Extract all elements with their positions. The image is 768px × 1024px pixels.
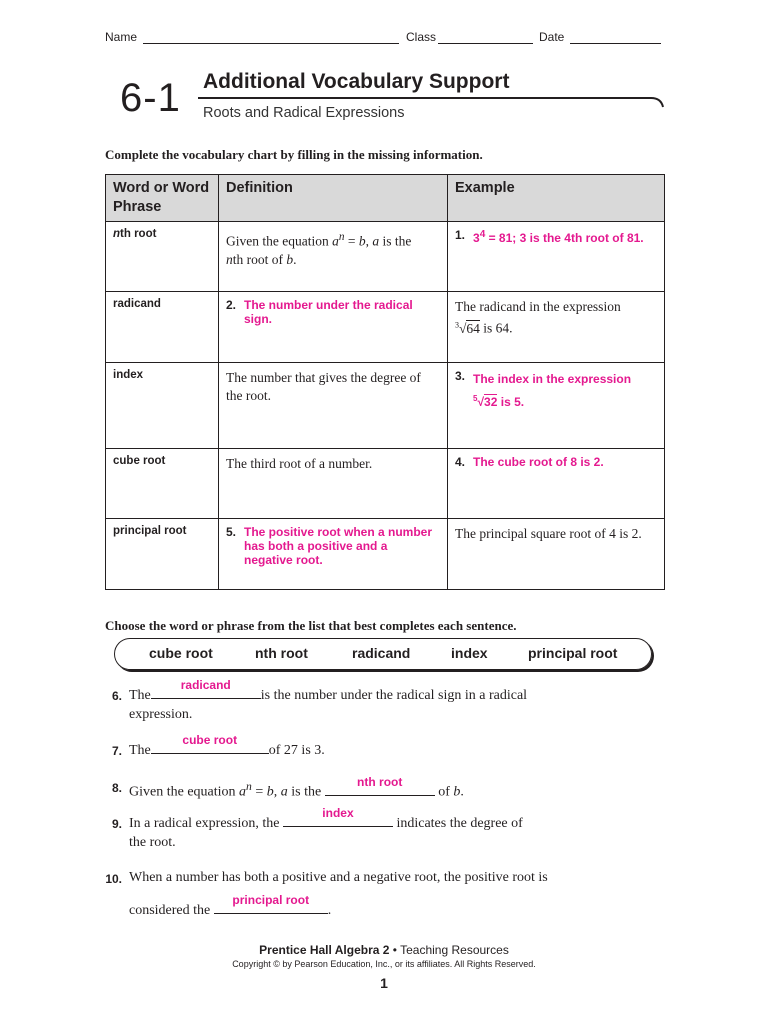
answer-2: The number under the radical sign. bbox=[244, 298, 413, 326]
chart-header-row bbox=[106, 175, 665, 222]
class-line[interactable] bbox=[438, 43, 533, 44]
table-row bbox=[106, 519, 665, 590]
sentence-10-line2: considered the principal root . bbox=[129, 893, 332, 918]
vocabulary-chart bbox=[105, 174, 665, 590]
column-header-definition: Definition bbox=[219, 175, 448, 222]
sentence-7: The cube root of 27 is 3. bbox=[129, 733, 325, 758]
name-line[interactable] bbox=[143, 43, 399, 44]
date-line[interactable] bbox=[570, 43, 661, 44]
name-label: Name bbox=[105, 30, 138, 44]
sentence-number: 9. bbox=[111, 817, 122, 831]
sentence-number: 10. bbox=[105, 872, 122, 886]
chart-directions: Complete the vocabulary chart by filling in the missing information. bbox=[105, 147, 483, 162]
footer-copyright: Copyright © by Pearson Education, Inc., or its affiliates. All Rights Reserved. bbox=[232, 959, 536, 969]
answer-3: The index in the expression $^5$√32 is 5. bbox=[473, 372, 632, 409]
answer-blank[interactable]: principal root bbox=[214, 900, 328, 914]
sentence-8: Given the equation $a^n = b$, a is the nth root of b. bbox=[129, 774, 464, 800]
table-row bbox=[106, 449, 665, 519]
page-title: Additional Vocabulary Support bbox=[203, 70, 510, 93]
table-row bbox=[106, 363, 665, 449]
answer-blank[interactable]: radicand bbox=[151, 685, 261, 699]
word-bank-item: radicand bbox=[352, 645, 411, 661]
sentence-number: 7. bbox=[111, 744, 122, 758]
answer-5: The positive root when a number has both a positive and a negative root. bbox=[244, 525, 433, 567]
table-row bbox=[106, 292, 665, 363]
answer-blank[interactable]: index bbox=[283, 813, 393, 827]
class-label: Class bbox=[406, 30, 437, 44]
lesson-number: 6-1 bbox=[120, 76, 181, 120]
example-cell: The radicand in the expression $^3$√64 is 64. bbox=[448, 292, 665, 363]
definition-cell: 2. The number under the radical sign. bbox=[219, 292, 448, 363]
example-cell: The principal square root of 4 is 2. bbox=[448, 519, 665, 590]
sentence-number: 8. bbox=[111, 781, 122, 795]
table-row bbox=[106, 222, 665, 292]
page-number: 1 bbox=[380, 975, 388, 991]
example-cell: 4. The cube root of 8 is 2. bbox=[448, 449, 665, 519]
column-header-example: Example bbox=[448, 175, 665, 222]
example-cell: 1. $3^4 = 81$; 3 is the 4th root of 81. bbox=[448, 222, 665, 292]
term-cell: cube root bbox=[106, 449, 219, 519]
example-cell: 3. The index in the expression $^5$√32 is 5. bbox=[448, 363, 665, 449]
date-label: Date bbox=[539, 30, 565, 44]
word-bank-item: principal root bbox=[528, 645, 618, 661]
definition-cell: The number that gives the degree of the root. bbox=[219, 363, 448, 449]
term-cell: principal root bbox=[106, 519, 219, 590]
answer-4: The cube root of 8 is 2. bbox=[473, 455, 604, 469]
sentence-6: The radicand is the number under the radical sign in a radical expression. bbox=[129, 678, 528, 722]
word-bank-item: nth root bbox=[255, 645, 308, 661]
definition-cell: Given the equation $a^n = b$, a is the nth root of b. bbox=[219, 222, 448, 292]
term-cell: nth root bbox=[106, 222, 219, 292]
answer-1: $3^4 = 81$; 3 is the 4th root of 81. bbox=[473, 229, 644, 245]
word-bank-item: cube root bbox=[149, 645, 213, 661]
term-cell: radicand bbox=[106, 292, 219, 363]
answer-blank[interactable]: nth root bbox=[325, 782, 435, 796]
answer-blank[interactable]: cube root bbox=[151, 740, 269, 754]
sentence-10: When a number has both a positive and a negative root, the positive root is bbox=[129, 870, 548, 885]
sentence-number: 6. bbox=[111, 689, 122, 703]
footer-book: Prentice Hall Algebra 2 • Teaching Resources bbox=[259, 943, 509, 957]
page-subtitle: Roots and Radical Expressions bbox=[203, 105, 405, 121]
word-bank bbox=[114, 638, 652, 670]
column-header-word: Word or Word Phrase bbox=[106, 175, 219, 222]
definition-cell: 5. The positive root when a number has both a positive and a negative root. bbox=[219, 519, 448, 590]
term-cell: index bbox=[106, 363, 219, 449]
radical-expression: $^3$√64 bbox=[455, 320, 480, 336]
sentence-9: In a radical expression, the index indicates the degree of the root. bbox=[129, 806, 523, 850]
sentence-directions: Choose the word or phrase from the list that best completes each sentence. bbox=[105, 618, 517, 633]
word-bank-item: index bbox=[451, 645, 488, 661]
definition-cell: The third root of a number. bbox=[219, 449, 448, 519]
